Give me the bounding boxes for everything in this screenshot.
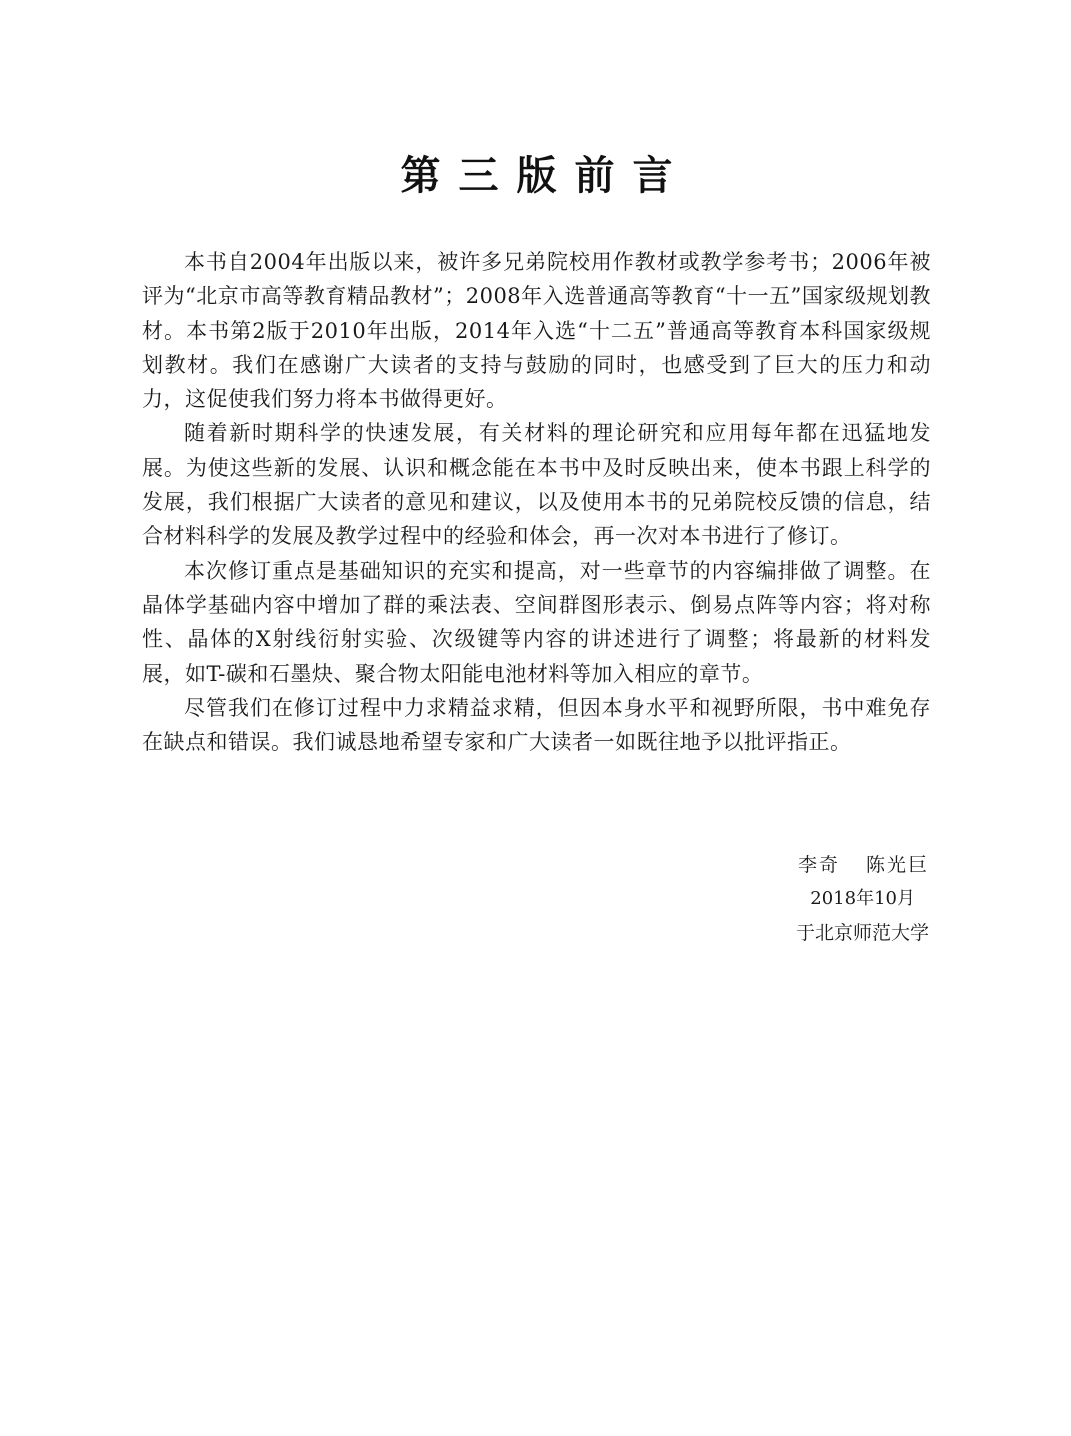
author-name: 陈光巨	[865, 854, 929, 876]
authors-line	[629, 848, 929, 882]
page-title: 第三版前言	[400, 153, 691, 199]
preface-page	[142, 0, 931, 1436]
author-name: 李奇	[797, 854, 840, 876]
signature-date: 2018年10月	[810, 888, 915, 909]
paragraph-4: 尽管我们在修订过程中力求精益求精，但因本身水平和视野所限，书中难免存在缺点和错误。我们诚恳地希望专家和广大读者一如既往地予以批评指正。	[142, 695, 931, 755]
paragraph-1: 本书自2004年出版以来，被许多兄弟院校用作教材或教学参考书；2006年被评为“北京市高等教育精品教材”；2008年入选普通高等教育“十一五”国家级规划教材。本书第2版于2010年出版，2014年入选“十二五”普通高等教育本科国家级规划教材。我们在感谢广大读者的支持与鼓励的同时，也感受到了巨大的压力和动力，这促使我们努力将本书做得更好。	[142, 250, 931, 412]
signature-place: 于北京师范大学	[795, 922, 929, 944]
preface-body	[142, 245, 931, 759]
paragraph-2: 随着新时期科学的快速发展，有关材料的理论研究和应用每年都在迅猛地发展。为使这些新的发展、认识和概念能在本书中及时反映出来，使本书跟上科学的发展，我们根据广大读者的意见和建议，以及使用本书的兄弟院校反馈的信息，结合材料科学的发展及教学过程中的经验和体会，再一次对本书进行了修订。	[142, 421, 931, 549]
paragraph-3: 本次修订重点是基础知识的充实和提高，对一些章节的内容编排做了调整。在晶体学基础内容中增加了群的乘法表、空间群图形表示、倒易点阵等内容；将对称性、晶体的X射线衍射实验、次级键等内容的讲述进行了调整；将最新的材料发展，如T-碳和石墨炔、聚合物太阳能电池材料等加入相应的章节。	[142, 558, 931, 686]
signature-block	[629, 848, 929, 950]
